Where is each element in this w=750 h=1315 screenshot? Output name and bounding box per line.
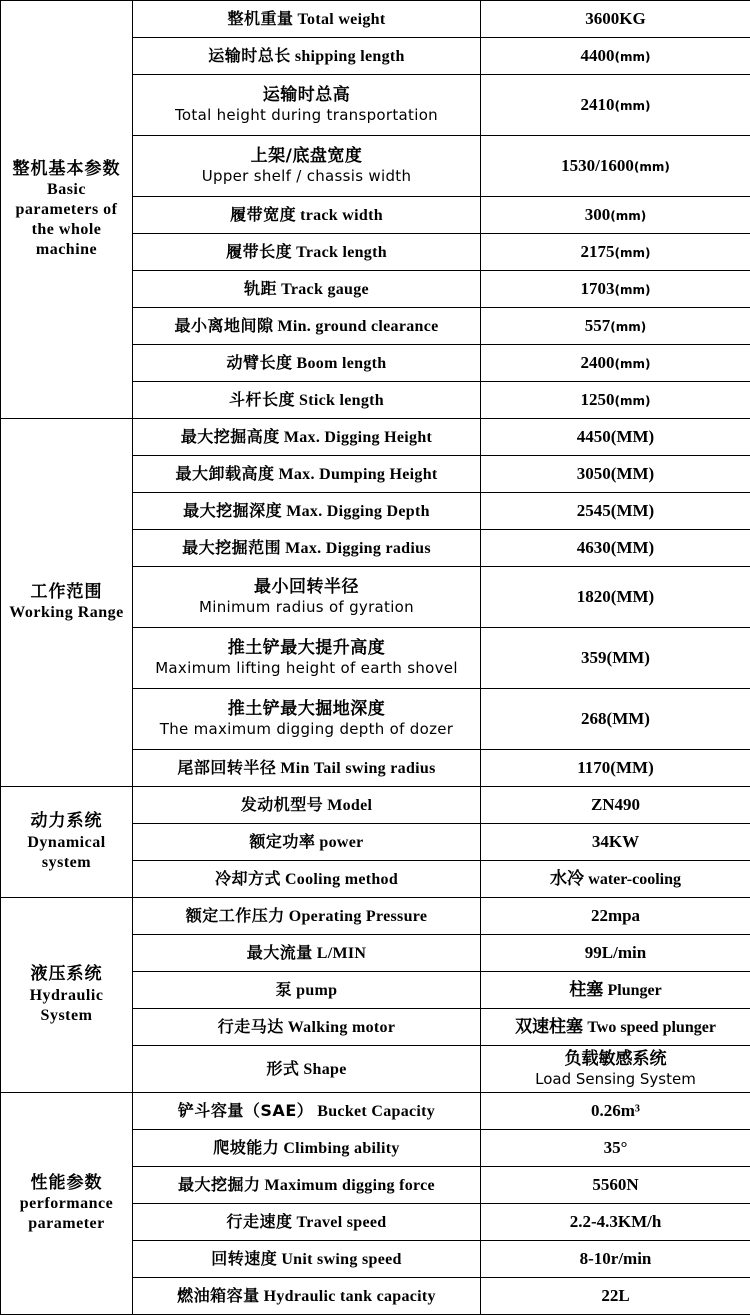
spec-item-label-en: Max. Digging Depth: [286, 503, 430, 520]
spec-value-number: 1250: [581, 390, 615, 409]
spec-item-label-cn: 斗杆长度: [229, 390, 295, 409]
spec-value: [481, 1, 750, 38]
spec-value: [481, 935, 750, 972]
spec-item-label-cn: 额定工作压力: [186, 906, 285, 925]
spec-value: [481, 456, 750, 493]
spec-value-number: 4400: [581, 46, 615, 65]
group-label: [1, 1093, 133, 1315]
spec-value: [481, 1046, 750, 1093]
spec-value: [481, 271, 750, 308]
spec-value-number: 2545(MM): [577, 501, 654, 520]
spec-value-number: 99L/min: [585, 943, 646, 962]
spec-item-label-en: shipping length: [295, 48, 405, 65]
spec-item-label-en: Walking motor: [288, 1019, 395, 1036]
group-label-en: performance parameter: [5, 1194, 128, 1234]
spec-value: [481, 234, 750, 271]
spec-item-label-en: Upper shelf / chassis width: [137, 167, 476, 186]
group-label-cn: 液压系统: [5, 964, 128, 985]
spec-value: [481, 75, 750, 136]
spec-item-label: [133, 1, 481, 38]
spec-item-label-en: Minimum radius of gyration: [137, 598, 476, 617]
spec-value: [481, 1130, 750, 1167]
spec-item-label: [133, 456, 481, 493]
group-label: [1, 1, 133, 419]
spec-item-label: [133, 1278, 481, 1315]
spec-item-label: [133, 493, 481, 530]
group-label: [1, 898, 133, 1093]
group-label-en: Dynamical system: [5, 833, 128, 873]
spec-item-label: [133, 628, 481, 689]
spec-item-label: [133, 861, 481, 898]
spec-item-label-en: Bucket Capacity: [317, 1103, 435, 1120]
spec-value: [481, 419, 750, 456]
spec-item-label-cn: 最大挖掘范围: [182, 538, 281, 557]
spec-item-label-cn: 最大卸载高度: [175, 464, 274, 483]
spec-value-number: 1703: [581, 279, 615, 298]
spec-item-label-en: Climbing ability: [283, 1140, 399, 1157]
group-label-en: Basic parameters of the whole machine: [5, 180, 128, 260]
spec-item-label-cn: 铲斗容量（SAE）: [178, 1101, 313, 1120]
spec-item-label: [133, 972, 481, 1009]
spec-value-number: 34KW: [592, 832, 639, 851]
spec-value: [481, 530, 750, 567]
spec-item-label-cn: 燃油箱容量: [177, 1286, 260, 1305]
spec-item-label: [133, 75, 481, 136]
group-label: [1, 787, 133, 898]
table-row: [1, 787, 750, 824]
spec-value-number: 2410: [581, 95, 615, 114]
group-label-cn: 动力系统: [5, 811, 128, 832]
spec-value: [481, 972, 750, 1009]
spec-item-label-en: Track length: [296, 244, 387, 261]
spec-value: [481, 1093, 750, 1130]
spec-value: [481, 1009, 750, 1046]
spec-value-number: 22L: [601, 1286, 629, 1305]
spec-value-number: 1530/1600: [561, 156, 634, 175]
spec-value-unit: (mm): [615, 99, 651, 113]
spec-value: [481, 308, 750, 345]
spec-value: [481, 38, 750, 75]
spec-value-cn: 负载敏感系统: [485, 1049, 746, 1070]
spec-item-label: [133, 308, 481, 345]
spec-item-label-cn: 运输时总高: [137, 85, 476, 106]
spec-value: [481, 1278, 750, 1315]
spec-item-label: [133, 1093, 481, 1130]
spec-item-label: [133, 1046, 481, 1093]
spec-item-label: [133, 530, 481, 567]
spec-item-label-cn: 行走马达: [218, 1017, 284, 1036]
spec-item-label-en: track width: [300, 207, 383, 224]
spec-value-number: 35°: [604, 1138, 628, 1157]
spec-value: [481, 493, 750, 530]
spec-value: [481, 567, 750, 628]
spec-item-label-en: Unit swing speed: [281, 1251, 401, 1268]
spec-value-number: 300: [585, 205, 611, 224]
spec-item-label-cn: 动臂长度: [227, 353, 293, 372]
spec-item-label: [133, 750, 481, 787]
spec-item-label-cn: 最小回转半径: [137, 577, 476, 598]
spec-item-label-en: Max. Digging radius: [285, 540, 431, 557]
spec-value-number: 557: [585, 316, 611, 335]
spec-value-unit: (mm): [615, 246, 651, 260]
spec-item-label: [133, 271, 481, 308]
spec-item-label-en: Operating Pressure: [289, 908, 428, 925]
spec-item-label: [133, 824, 481, 861]
spec-item-label-cn: 行走速度: [227, 1212, 293, 1231]
spec-item-label: [133, 345, 481, 382]
spec-item-label-en: Stick length: [299, 392, 384, 409]
spec-item-label: [133, 136, 481, 197]
table-row: [1, 1, 750, 38]
spec-item-label: [133, 38, 481, 75]
group-label-cn: 性能参数: [5, 1173, 128, 1194]
spec-value-cn: 水冷: [550, 869, 584, 889]
spec-item-label: [133, 898, 481, 935]
spec-item-label-cn: 最大挖掘力: [178, 1175, 261, 1194]
spec-item-label-cn: 冷却方式: [215, 869, 281, 888]
spec-value-cn: 双速柱塞: [515, 1017, 583, 1037]
spec-item-label-cn: 最大挖掘高度: [181, 427, 280, 446]
spec-value-number: 2.2-4.3KM/h: [570, 1212, 662, 1231]
spec-item-label-en: Min Tail swing radius: [280, 760, 435, 777]
spec-item-label-en: L/MIN: [317, 945, 367, 962]
spec-item-label-en: Max. Digging Height: [284, 429, 432, 446]
group-label-en: Working Range: [5, 603, 128, 623]
spec-item-label-cn: 最大挖掘深度: [183, 501, 282, 520]
spec-item-label-cn: 泵: [276, 980, 293, 999]
spec-item-label-cn: 履带宽度: [230, 205, 296, 224]
spec-item-label: [133, 382, 481, 419]
spec-value-unit: (mm): [615, 394, 651, 408]
spec-value: [481, 1241, 750, 1278]
spec-value-unit: (mm): [615, 357, 651, 371]
spec-item-label: [133, 1204, 481, 1241]
spec-value-number: 2175: [581, 242, 615, 261]
spec-value-number: 3050(MM): [577, 464, 654, 483]
spec-item-label: [133, 1167, 481, 1204]
spec-item-label-en: Travel speed: [297, 1214, 387, 1231]
spec-item-label-cn: 运输时总长: [208, 46, 291, 65]
spec-item-label-cn: 额定功率: [249, 832, 315, 851]
spec-item-label-en: Model: [327, 797, 372, 814]
spec-value-number: 4630(MM): [577, 538, 654, 557]
spec-item-label-cn: 尾部回转半径: [177, 758, 276, 777]
spec-item-label-en: The maximum digging depth of dozer: [137, 720, 476, 739]
spec-item-label-en: power: [319, 834, 363, 851]
spec-item-label-cn: 爬坡能力: [213, 1138, 279, 1157]
spec-value-unit: (mm): [615, 283, 651, 297]
spec-value-number: 1170(MM): [577, 758, 653, 777]
spec-value-en: water-cooling: [588, 871, 681, 888]
spec-item-label-en: pump: [296, 982, 337, 999]
spec-value-unit: (mm): [634, 160, 670, 174]
spec-item-label: [133, 419, 481, 456]
spec-value: [481, 197, 750, 234]
spec-value: [481, 1167, 750, 1204]
spec-value: [481, 382, 750, 419]
spec-item-label-en: Maximum lifting height of earth shovel: [137, 659, 476, 678]
spec-value-number: 1820(MM): [577, 587, 654, 606]
group-label-en: Hydraulic System: [5, 986, 128, 1026]
spec-value-cn: 柱塞: [569, 980, 603, 1000]
specification-table-body: [1, 1, 750, 1315]
spec-value: [481, 824, 750, 861]
spec-value-number: 268(MM): [581, 709, 650, 728]
spec-item-label-cn: 发动机型号: [241, 795, 324, 814]
spec-value: [481, 345, 750, 382]
spec-item-label-en: Shape: [303, 1061, 346, 1078]
spec-item-label: [133, 1241, 481, 1278]
spec-value-unit: (mm): [610, 320, 646, 334]
spec-value: [481, 136, 750, 197]
spec-item-label-cn: 轨距: [244, 279, 277, 298]
spec-item-label-en: Total height during transportation: [137, 106, 476, 125]
spec-item-label-en: Maximum digging force: [265, 1177, 435, 1194]
spec-item-label-cn: 最大流量: [247, 943, 313, 962]
spec-item-label: [133, 197, 481, 234]
spec-value-unit: (mm): [615, 50, 651, 64]
spec-item-label-en: Min. ground clearance: [277, 318, 438, 335]
spec-item-label: [133, 1009, 481, 1046]
table-row: [1, 898, 750, 935]
spec-item-label-en: Total weight: [298, 11, 386, 28]
group-label: [1, 419, 133, 787]
spec-item-label: [133, 935, 481, 972]
spec-value-number: 0.26m³: [591, 1101, 640, 1120]
spec-value-en: Plunger: [608, 982, 662, 999]
spec-item-label: [133, 689, 481, 750]
spec-value: [481, 898, 750, 935]
spec-value-number: 359(MM): [581, 648, 650, 667]
spec-item-label-cn: 上架/底盘宽度: [137, 146, 476, 167]
spec-item-label-en: Max. Dumping Height: [278, 466, 437, 483]
spec-item-label: [133, 1130, 481, 1167]
spec-item-label-cn: 履带长度: [226, 242, 292, 261]
spec-item-label-en: Track gauge: [281, 281, 369, 298]
spec-value-number: 5560N: [592, 1175, 638, 1194]
spec-value: [481, 689, 750, 750]
table-row: [1, 1093, 750, 1130]
spec-value: [481, 628, 750, 689]
spec-value: [481, 1204, 750, 1241]
spec-item-label: [133, 567, 481, 628]
spec-item-label-cn: 回转速度: [211, 1249, 277, 1268]
spec-value-en: Load Sensing System: [485, 1070, 746, 1089]
spec-value-unit: (mm): [610, 209, 646, 223]
spec-value: [481, 787, 750, 824]
spec-item-label: [133, 234, 481, 271]
group-label-cn: 整机基本参数: [5, 159, 128, 180]
spec-item-label-en: Boom length: [297, 355, 387, 372]
spec-item-label-cn: 推土铲最大提升高度: [137, 638, 476, 659]
spec-value-number: 4450(MM): [577, 427, 654, 446]
spec-value-number: 22mpa: [591, 906, 640, 925]
spec-value-en: Two speed plunger: [587, 1019, 716, 1036]
spec-value-number: 3600KG: [585, 9, 645, 28]
spec-value: [481, 861, 750, 898]
spec-item-label-en: Hydraulic tank capacity: [264, 1288, 436, 1305]
spec-item-label-cn: 最小离地间隙: [174, 316, 273, 335]
spec-item-label-cn: 推土铲最大掘地深度: [137, 699, 476, 720]
table-row: [1, 419, 750, 456]
group-label-cn: 工作范围: [5, 582, 128, 603]
spec-item-label-cn: 形式: [266, 1059, 299, 1078]
spec-value-number: 2400: [581, 353, 615, 372]
spec-item-label: [133, 787, 481, 824]
spec-item-label-en: Cooling method: [285, 871, 398, 888]
spec-value: [481, 750, 750, 787]
spec-item-label-cn: 整机重量: [228, 9, 294, 28]
spec-value-number: ZN490: [591, 795, 640, 814]
spec-value-number: 8-10r/min: [580, 1249, 652, 1268]
